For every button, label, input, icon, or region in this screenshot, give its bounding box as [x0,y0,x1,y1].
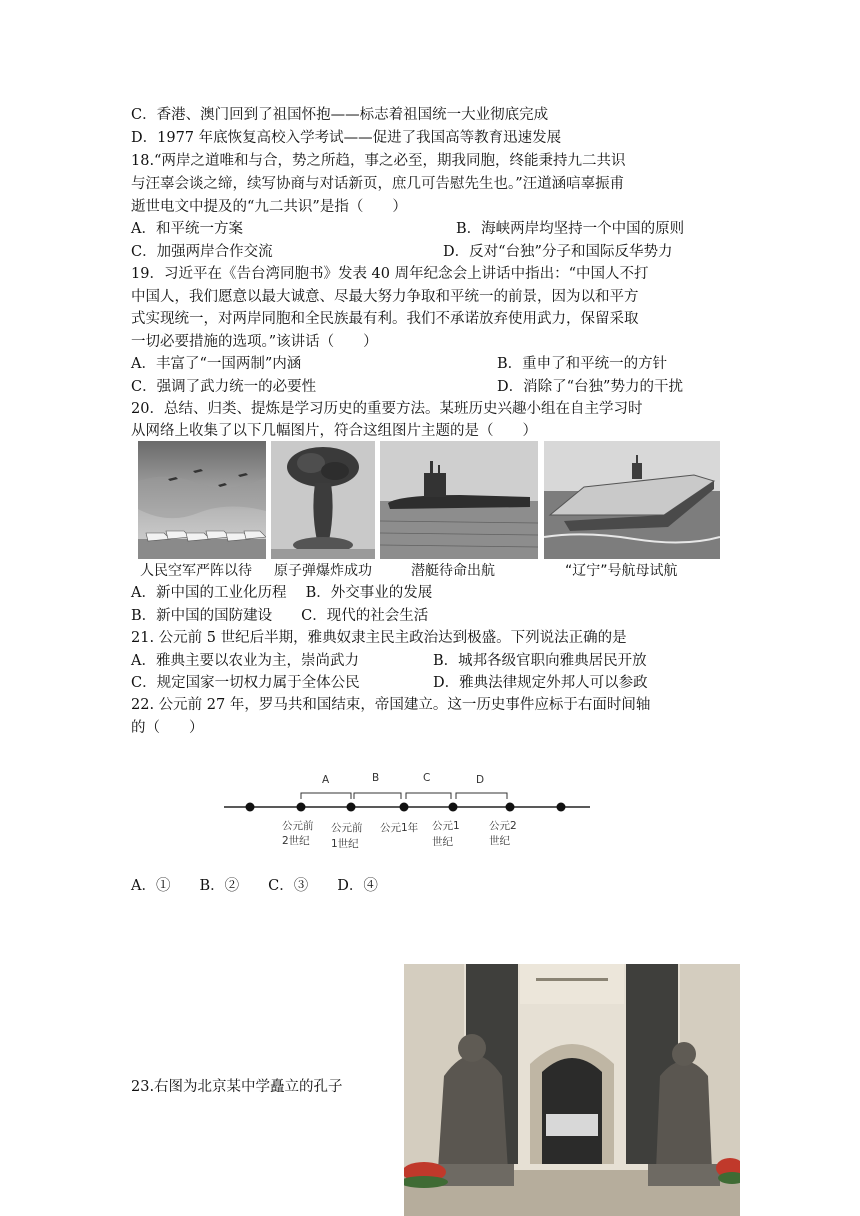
q21-option-c: C．规定国家一切权力属于全体公民 [131,675,360,691]
q19-stem-line4: 一切必要措施的选项。”该讲话（ ） [131,334,378,350]
caption-atomic-bomb: 原子弹爆炸成功 [274,563,372,579]
q17-option-d: D．1977 年底恢复高校入学考试——促进了我国高等教育迅速发展 [131,130,562,146]
q22-stem-line2: 的（ ） [131,720,204,736]
q20-options-cd: B．新中国的国防建设 C．现代的社会生活 [131,608,429,624]
q17-option-c: C．香港、澳门回到了祖国怀抱——标志着祖国统一大业彻底完成 [131,107,549,123]
q18-option-c: C．加强两岸合作交流 [131,244,273,260]
submarine-photo [380,441,538,559]
q22-options: A．① B．② C．③ D．④ [131,878,378,894]
tick-label-1c-line2: 世纪 [432,836,453,848]
q21-option-a: A．雅典主要以农业为主，崇尚武力 [131,653,359,669]
bracket-label-b: B [372,772,380,784]
bracket-label-c: C [423,772,431,784]
air-force-photo [138,441,266,559]
q18-stem-line3: 逝世电文中提及的“九二共识”是指（ ） [131,199,407,215]
aircraft-carrier-photo [544,441,720,559]
tick-label-1ad: 公元1年 [380,822,419,834]
tick-label-2c-line2: 世纪 [489,835,510,847]
tick-label-2bc-line2: 2世纪 [282,835,310,847]
q19-option-a: A．丰富了“一国两制”内涵 [131,356,302,372]
statue-photo [404,964,740,1216]
tick-label-1c-line1: 公元1 [432,820,460,832]
caption-air-force: 人民空军严阵以待 [140,563,252,579]
tick-label-1bc-line1: 公元前 [331,822,363,834]
q19-option-b: B．重申了和平统一的方针 [497,356,668,372]
q19-option-c: C．强调了武力统一的必要性 [131,379,317,395]
bracket-label-a: A [322,774,330,786]
q18-option-a: A．和平统一方案 [131,221,243,237]
q20-stem-line1: 20．总结、归类、提炼是学习历史的重要方法。某班历史兴趣小组在自主学习时 [131,401,643,417]
timeline-diagram [220,765,600,855]
q19-stem-line2: 中国人，我们愿意以最大诚意、尽最大努力争取和平统一的前景，因为以和平方 [131,289,639,305]
q20-options-ab: A．新中国的工业化历程 B．外交事业的发展 [131,585,433,601]
caption-aircraft-carrier: “辽宁”号航母试航 [565,563,678,579]
bracket-label-d: D [476,774,485,786]
tick-label-2bc-line1: 公元前 [282,820,314,832]
q21-option-d: D．雅典法律规定外邦人可以参政 [433,675,648,691]
tick-label-1bc-line2: 1世纪 [331,838,359,850]
q18-stem-line1: 18.“两岸之道唯和与合，势之所趋，事之必至，期我同胞，终能秉持九二共识 [131,153,626,169]
q19-stem-line3: 式实现统一，对两岸同胞和全民族最有利。我们不承诺放弃使用武力，保留采取 [131,311,639,327]
q21-stem: 21. 公元前 5 世纪后半期，雅典奴隶主民主政治达到极盛。下列说法正确的是 [131,630,627,646]
q23-stem: 23.右图为北京某中学矗立的孔子 [131,1079,343,1095]
caption-submarine: 潜艇待命出航 [411,563,495,579]
q18-stem-line2: 与汪辜会谈之缔，续写协商与对话新页，庶几可告慰先生也。”汪道涵唁辜振甫 [131,176,625,192]
q20-stem-line2: 从网络上收集了以下几幅图片，符合这组图片主题的是（ ） [131,423,537,439]
timeline-brackets [301,793,507,799]
q21-option-b: B．城邦各级官职向雅典居民开放 [433,653,647,669]
atomic-bomb-photo [271,441,375,559]
q22-stem-line1: 22. 公元前 27 年，罗马共和国结束，帝国建立。这一历史事件应标于右面时间轴 [131,697,651,713]
q19-stem-line1: 19．习近平在《告台湾同胞书》发表 40 周年纪念会上讲话中指出：“中国人不打 [131,266,649,282]
q18-option-b: B．海峡两岸均坚持一个中国的原则 [456,221,685,237]
tick-label-2c-line1: 公元2 [489,820,517,832]
q19-option-d: D．消除了“台独”势力的干扰 [497,379,683,395]
q18-option-d: D．反对“台独”分子和国际反华势力 [443,244,673,260]
